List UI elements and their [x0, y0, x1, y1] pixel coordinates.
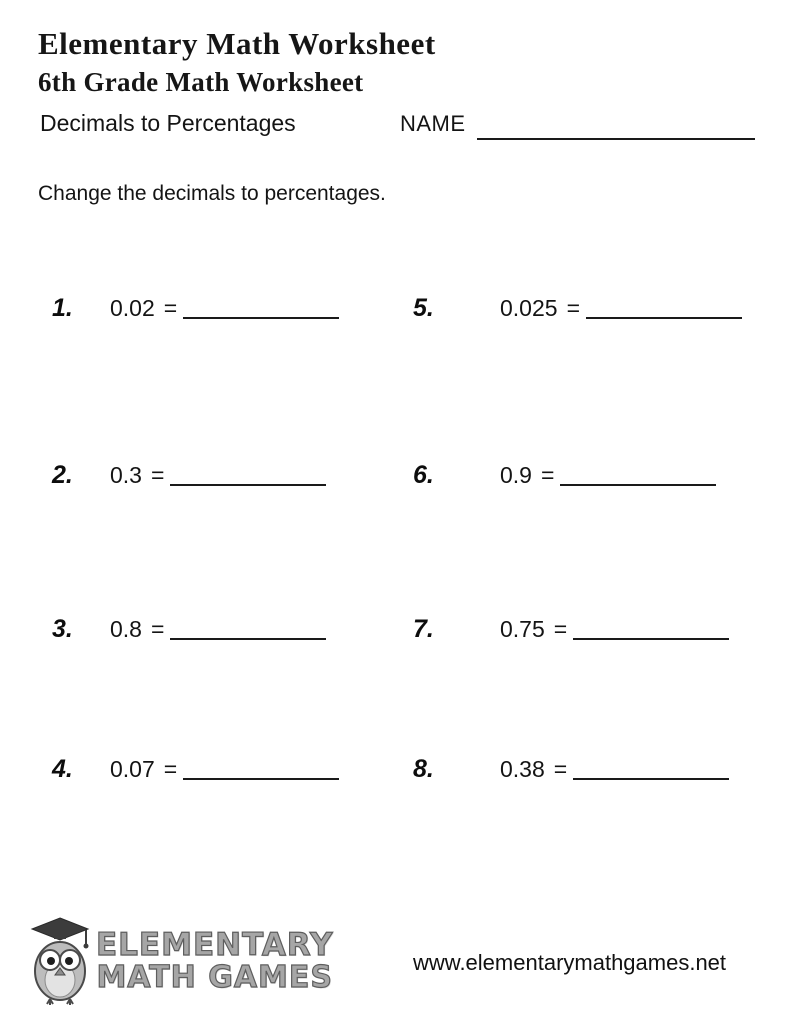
problem-decimal: 0.8 — [110, 616, 142, 642]
problem-decimal: 0.025 — [500, 295, 558, 321]
problem-3 — [52, 615, 326, 644]
equals-sign: = — [163, 756, 178, 782]
problem-4 — [52, 755, 339, 784]
name-blank-line — [477, 138, 755, 140]
problem-number: 4. — [52, 755, 73, 783]
problem-number: 8. — [413, 755, 434, 783]
answer-blank-line — [573, 618, 729, 640]
equals-sign: = — [163, 295, 178, 321]
equals-sign: = — [540, 462, 555, 488]
equals-sign: = — [150, 462, 165, 488]
worksheet-subtitle: 6th Grade Math Worksheet — [38, 67, 364, 97]
logo-line-1: ELEMENTARY — [96, 926, 334, 963]
worksheet-topic: Decimals to Percentages — [40, 110, 296, 136]
instruction-text: Change the decimals to percentages. — [38, 182, 386, 205]
equals-sign: = — [553, 756, 568, 782]
logo-wordmark — [96, 926, 334, 995]
problem-number: 2. — [52, 461, 73, 489]
owl-graduate-icon — [28, 916, 92, 1006]
problem-decimal: 0.3 — [110, 462, 142, 488]
answer-blank-line — [183, 297, 339, 319]
problem-5 — [413, 294, 742, 323]
answer-blank-line — [170, 464, 326, 486]
problem-decimal: 0.75 — [500, 616, 545, 642]
problem-8 — [413, 755, 729, 784]
logo-line-2: MATH GAMES — [96, 959, 333, 995]
website-url: www.elementarymathgames.net — [413, 950, 727, 975]
answer-blank-line — [573, 758, 729, 780]
problem-number: 1. — [52, 294, 73, 322]
equals-sign: = — [566, 295, 580, 321]
problem-6 — [413, 461, 716, 490]
problem-number: 5. — [413, 294, 434, 322]
answer-blank-line — [183, 758, 339, 780]
answer-blank-line — [560, 464, 716, 486]
equals-sign: = — [150, 616, 165, 642]
problem-decimal: 0.02 — [110, 295, 155, 321]
answer-blank-line — [170, 618, 326, 640]
worksheet-title: Elementary Math Worksheet — [38, 26, 436, 61]
problem-decimal: 0.07 — [110, 756, 155, 782]
problem-number: 3. — [52, 615, 73, 643]
problem-number: 6. — [413, 461, 434, 489]
equals-sign: = — [553, 616, 568, 642]
problem-2 — [52, 461, 326, 490]
problem-decimal: 0.38 — [500, 756, 545, 782]
problem-1 — [52, 294, 339, 323]
site-logo — [28, 916, 333, 1006]
problem-7 — [413, 615, 729, 644]
answer-blank-line — [586, 297, 742, 319]
name-label: NAME — [400, 111, 466, 136]
problem-number: 7. — [413, 615, 434, 643]
problem-decimal: 0.9 — [500, 462, 532, 488]
